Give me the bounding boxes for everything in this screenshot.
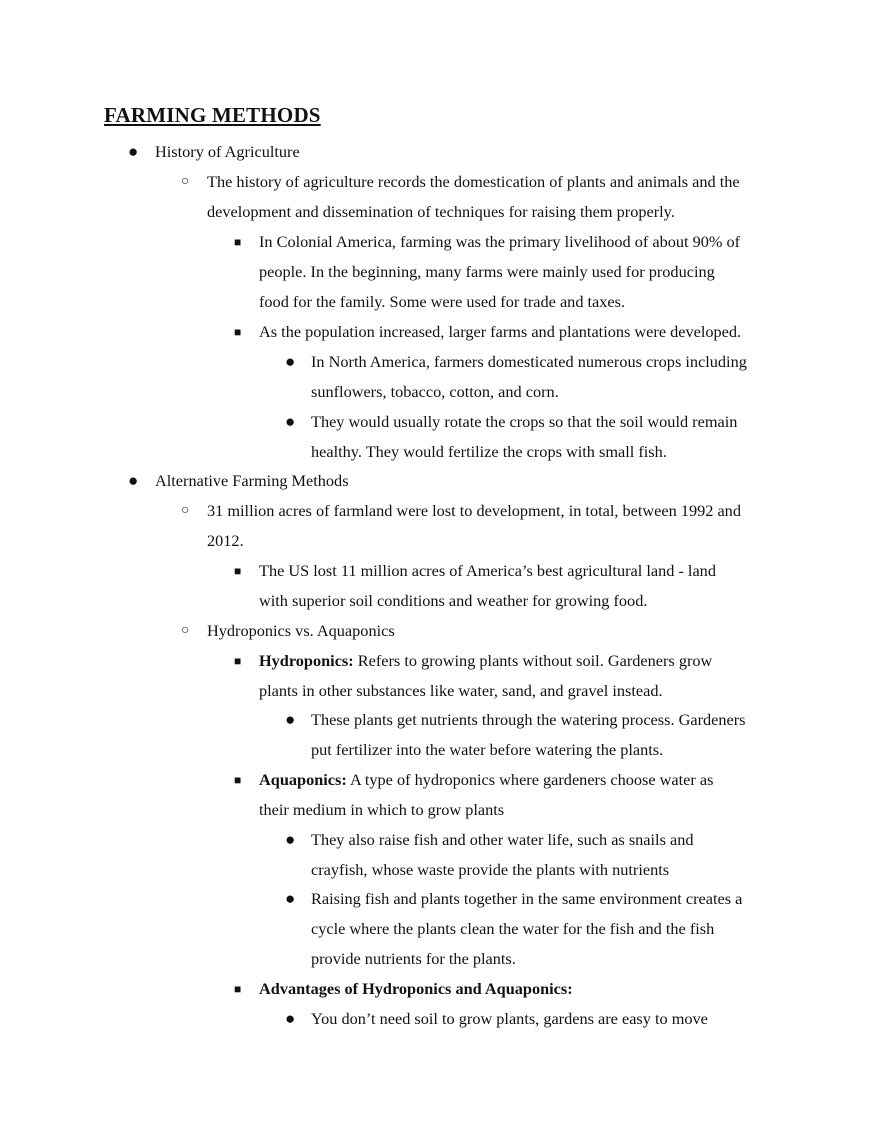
fish-line-2: crayfish, whose waste provide the plants with nutrients xyxy=(311,860,670,879)
hydro-vs-aqua-heading: Hydroponics vs. Aquaponics xyxy=(207,621,395,640)
level4-bullet: ● xyxy=(285,352,296,371)
history-intro-line-1: The history of agriculture records the domestication of plants and animals and the xyxy=(207,172,740,191)
lost-line-1: 31 million acres of farmland were lost to development, in total, between 1992 and xyxy=(207,501,741,520)
level1-bullet: ● xyxy=(128,471,139,490)
nutrients-line-2: put fertilizer into the water before watering the plants. xyxy=(311,740,664,759)
level1-bullet: ● xyxy=(128,142,139,161)
aquaponics-text: A type of hydroponics where gardeners choose water as xyxy=(346,770,714,789)
level4-bullet: ● xyxy=(285,1009,296,1028)
level3-bullet: ■ xyxy=(234,654,242,668)
colonial-line-2: people. In the beginning, many farms were mainly used for producing xyxy=(259,262,715,281)
level3-bullet: ■ xyxy=(234,325,242,339)
hydroponics-line-2: plants in other substances like water, sand, and gravel instead. xyxy=(259,681,663,700)
crops-line-1: In North America, farmers domesticated numerous crops including xyxy=(311,352,747,371)
level4-bullet: ● xyxy=(285,412,296,431)
hydroponics-text: Refers to growing plants without soil. Gardeners grow xyxy=(353,651,713,670)
level3-bullet: ■ xyxy=(234,773,242,787)
crops-line-2: sunflowers, tobacco, cotton, and corn. xyxy=(311,382,559,401)
level2-bullet: ○ xyxy=(181,174,190,189)
cycle-line-2: cycle where the plants clean the water for the fish and the fish xyxy=(311,919,715,938)
history-heading: History of Agriculture xyxy=(155,142,300,161)
advantages-term: Advantages of Hydroponics and Aquaponics: xyxy=(259,979,573,998)
level3-bullet: ■ xyxy=(234,982,242,996)
page-title: FARMING METHODS xyxy=(104,103,321,127)
alternative-heading: Alternative Farming Methods xyxy=(155,471,349,490)
advantages-heading xyxy=(259,974,573,1004)
level2-bullet: ○ xyxy=(181,503,190,518)
level3-bullet: ■ xyxy=(234,564,242,578)
aquaponics-line-2: their medium in which to grow plants xyxy=(259,800,505,819)
aquaponics-line-1 xyxy=(259,765,713,795)
fish-line-1: They also raise fish and other water life, such as snails and xyxy=(311,830,694,849)
colonial-line-3: food for the family. Some were used for trade and taxes. xyxy=(259,292,626,311)
colonial-line-1: In Colonial America, farming was the primary livelihood of about 90% of xyxy=(259,232,741,251)
level4-bullet: ● xyxy=(285,710,296,729)
cycle-line-1: Raising fish and plants together in the same environment creates a xyxy=(311,889,743,908)
level3-bullet: ■ xyxy=(234,235,242,249)
level4-bullet: ● xyxy=(285,830,296,849)
rotate-line-1: They would usually rotate the crops so that the soil would remain xyxy=(311,412,738,431)
population-line: As the population increased, larger farms and plantations were developed. xyxy=(259,322,742,341)
hydroponics-term: Hydroponics: xyxy=(259,651,354,670)
cycle-line-3: provide nutrients for the plants. xyxy=(311,949,516,968)
us-lost-line-1: The US lost 11 million acres of America’s best agricultural land - land xyxy=(259,561,716,580)
level2-bullet: ○ xyxy=(181,623,190,638)
rotate-line-2: healthy. They would fertilize the crops with small fish. xyxy=(311,442,667,461)
history-intro-line-2: development and dissemination of techniques for raising them properly. xyxy=(207,202,675,221)
us-lost-line-2: with superior soil conditions and weather for growing food. xyxy=(259,591,648,610)
lost-line-2: 2012. xyxy=(207,531,244,550)
aquaponics-term: Aquaponics: xyxy=(259,770,347,789)
hydroponics-line-1 xyxy=(259,646,712,676)
level4-bullet: ● xyxy=(285,889,296,908)
nutrients-line-1: These plants get nutrients through the watering process. Gardeners xyxy=(311,710,746,729)
soil-line: You don’t need soil to grow plants, gardens are easy to move xyxy=(311,1009,708,1028)
